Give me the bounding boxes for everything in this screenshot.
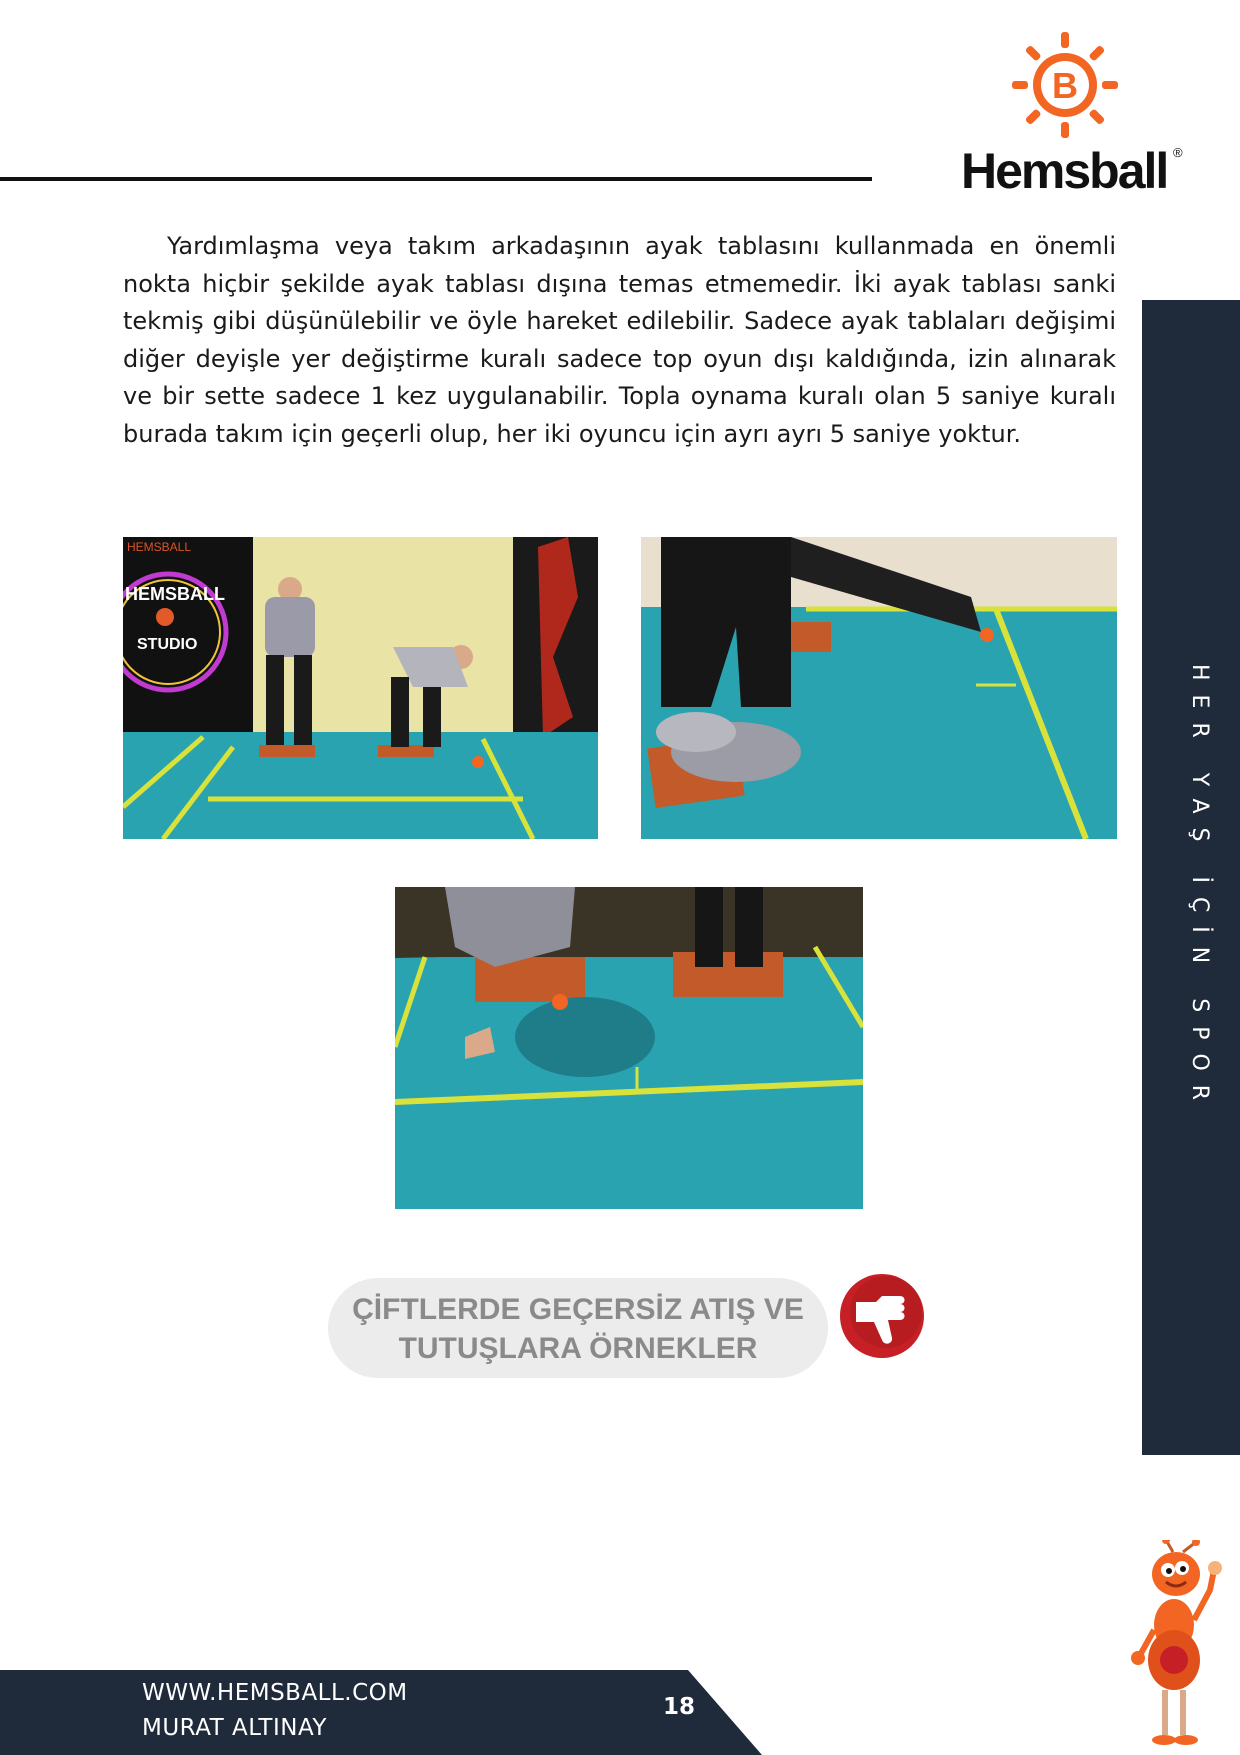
brand-name: Hemsball	[961, 143, 1168, 199]
footer-website: WWW.HEMSBALL.COM	[142, 1680, 408, 1706]
photo-two-players-studio	[123, 537, 598, 839]
callout-text	[328, 1290, 828, 1368]
poster-brand-text: HEMSBALL	[125, 584, 225, 604]
side-label: HER YAŞ İÇİN SPOR	[1187, 664, 1212, 1115]
photo-player-holding-ball	[395, 887, 863, 1209]
logo-letter: B	[1052, 65, 1078, 106]
header-rule	[0, 177, 872, 181]
body-paragraph: Yardımlaşma veya takım arkadaşının ayak tablasını kullanmada en önemli nokta hiçbir şekilde ayak tablası dışına temas etmemedir. İki ayak tablası sanki tekmiş gibi düşünülebilir ve öyle hareket edilebilir. Sadece ayak tablaları değişimi diğer deyişle yer değiştirme kuralı sadece top oyun dışı kaldığında, izin alınarak ve bir sette sadece 1 kez uygulanabilir. Topla oynama kuralı olan 5 saniye kuralı burada takım için geçerli olup, her iki oyuncu için ayrı ayrı 5 saniye yoktur.	[123, 232, 1116, 448]
sun-logo-icon	[1010, 30, 1120, 140]
page-number: 18	[663, 1694, 696, 1720]
examples-callout	[328, 1278, 828, 1378]
callout-line-1: ÇİFTLERDE GEÇERSİZ ATIŞ VE	[352, 1293, 804, 1326]
thumbs-down-icon	[838, 1272, 926, 1360]
footer-author: MURAT ALTINAY	[142, 1715, 327, 1741]
poster-top-text: HEMSBALL	[127, 540, 192, 554]
hemsball-logo	[955, 30, 1195, 200]
photo-feet-on-board	[641, 537, 1117, 839]
registered-mark: ®	[1173, 145, 1183, 160]
poster-studio-text: STUDIO	[137, 636, 198, 653]
mascot-ant-icon	[1118, 1540, 1228, 1750]
callout-line-2: TUTUŞLARA ÖRNEKLER	[398, 1332, 758, 1365]
